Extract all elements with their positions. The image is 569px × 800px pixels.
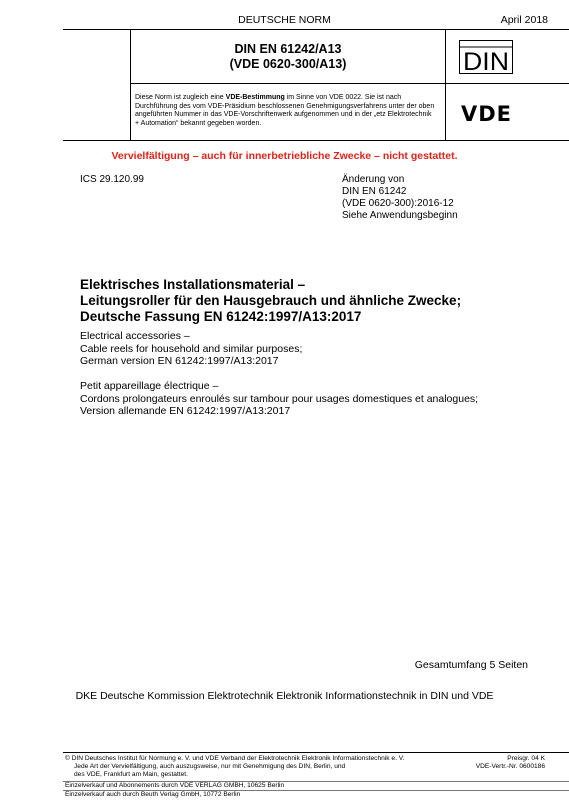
din-logo-text: DIN bbox=[463, 48, 509, 74]
vde-notice-text-1: Diese Norm ist zugleich eine bbox=[135, 94, 226, 101]
header-mid-rule bbox=[130, 83, 569, 84]
amendment-line: Änderung von bbox=[342, 174, 405, 185]
amendment-line: DIN EN 61242 bbox=[342, 186, 407, 197]
reproduction-warning: Vervielfältigung – auch für innerbetriebliche Zwecke – nicht gestattet. bbox=[111, 150, 458, 162]
title-french bbox=[80, 380, 478, 418]
title-english-line: Cable reels for household and similar purposes; bbox=[80, 342, 303, 355]
title-french-line: Cordons prolongateurs enroulés sur tambour pour usages domestiques et analogues; bbox=[80, 392, 479, 405]
title-german-line: Elektrisches Installationsmaterial – bbox=[80, 277, 306, 292]
vde-notice bbox=[135, 94, 435, 128]
title-english-line: Electrical accessories – bbox=[80, 330, 190, 342]
title-german bbox=[80, 277, 461, 325]
footer-rule bbox=[63, 752, 569, 753]
sales-beuth: Einzelverkauf auch durch Beuth Verlag GmbH, 10772 Berlin bbox=[65, 791, 241, 798]
vde-logo: VDE bbox=[461, 102, 513, 126]
price-info bbox=[476, 755, 545, 771]
document-number-vde: (VDE 0620-300/A13) bbox=[229, 57, 347, 71]
norm-label: DEUTSCHE NORM bbox=[238, 14, 331, 26]
title-english bbox=[80, 330, 302, 368]
vde-notice-text-2: im Sinne von VDE 0022. Sie ist nach Durchführung des vom VDE-Präsidium beschlossenen Genehmigungsverfahrens unter der oben angeführten Nummer in das VDE-Vorschriftenwerk aufgenommen und in der „etz Elektrotechnik + Automation“ bekannt gegeben worden. bbox=[135, 94, 435, 127]
price-group: Preisgr. 04 K bbox=[507, 755, 545, 762]
dke-line: DKE Deutsche Kommission Elektrotechnik Elektronik Informationstechnik in DIN und VDE bbox=[75, 690, 494, 702]
copyright-line: © DIN Deutsches Institut für Normung e. V. und VDE Verband der Elektrotechnik Elektronik Informationstechnik e. V. bbox=[65, 755, 405, 762]
document-number-din: DIN EN 61242/A13 bbox=[234, 42, 342, 56]
copyright-line: Jede Art der Vervielfältigung, auch auszugsweise, nur mit Genehmigung des DIN, Berlin, und bbox=[74, 763, 346, 770]
amendment-info bbox=[342, 174, 458, 222]
title-french-line: Version allemande EN 61242:1997/A13:2017 bbox=[80, 405, 291, 417]
sales-vde: Einzelverkauf und Abonnements durch VDE VERLAG GMBH, 10625 Berlin bbox=[65, 782, 285, 789]
ics-code: ICS 29.120.99 bbox=[80, 174, 144, 185]
title-german-line: Leitungsroller für den Hausgebrauch und ähnliche Zwecke; bbox=[80, 293, 462, 308]
title-english-line: German version EN 61242:1997/A13:2017 bbox=[80, 355, 279, 367]
title-german-line: Deutsche Fassung EN 61242:1997/A13:2017 bbox=[80, 309, 362, 324]
copyright-notice bbox=[65, 755, 404, 779]
amendment-line: (VDE 0620-300):2016-12 bbox=[342, 198, 454, 209]
header-right-divider bbox=[445, 29, 446, 140]
vde-contract-number: VDE-Vertr.-Nr. 0600186 bbox=[475, 763, 545, 770]
vde-notice-bold: VDE-Bestimmung bbox=[225, 94, 285, 101]
amendment-line: Siehe Anwendungsbeginn bbox=[342, 210, 458, 221]
din-logo bbox=[459, 40, 513, 74]
document-number bbox=[131, 42, 445, 72]
header-top-rule bbox=[63, 29, 569, 30]
total-pages: Gesamtumfang 5 Seiten bbox=[414, 659, 528, 671]
issue-date: April 2018 bbox=[500, 14, 548, 26]
copyright-line: des VDE, Frankfurt am Main, gestattet. bbox=[74, 771, 188, 778]
header-bottom-rule bbox=[63, 140, 569, 141]
title-french-line: Petit appareillage électrique – bbox=[80, 380, 219, 392]
